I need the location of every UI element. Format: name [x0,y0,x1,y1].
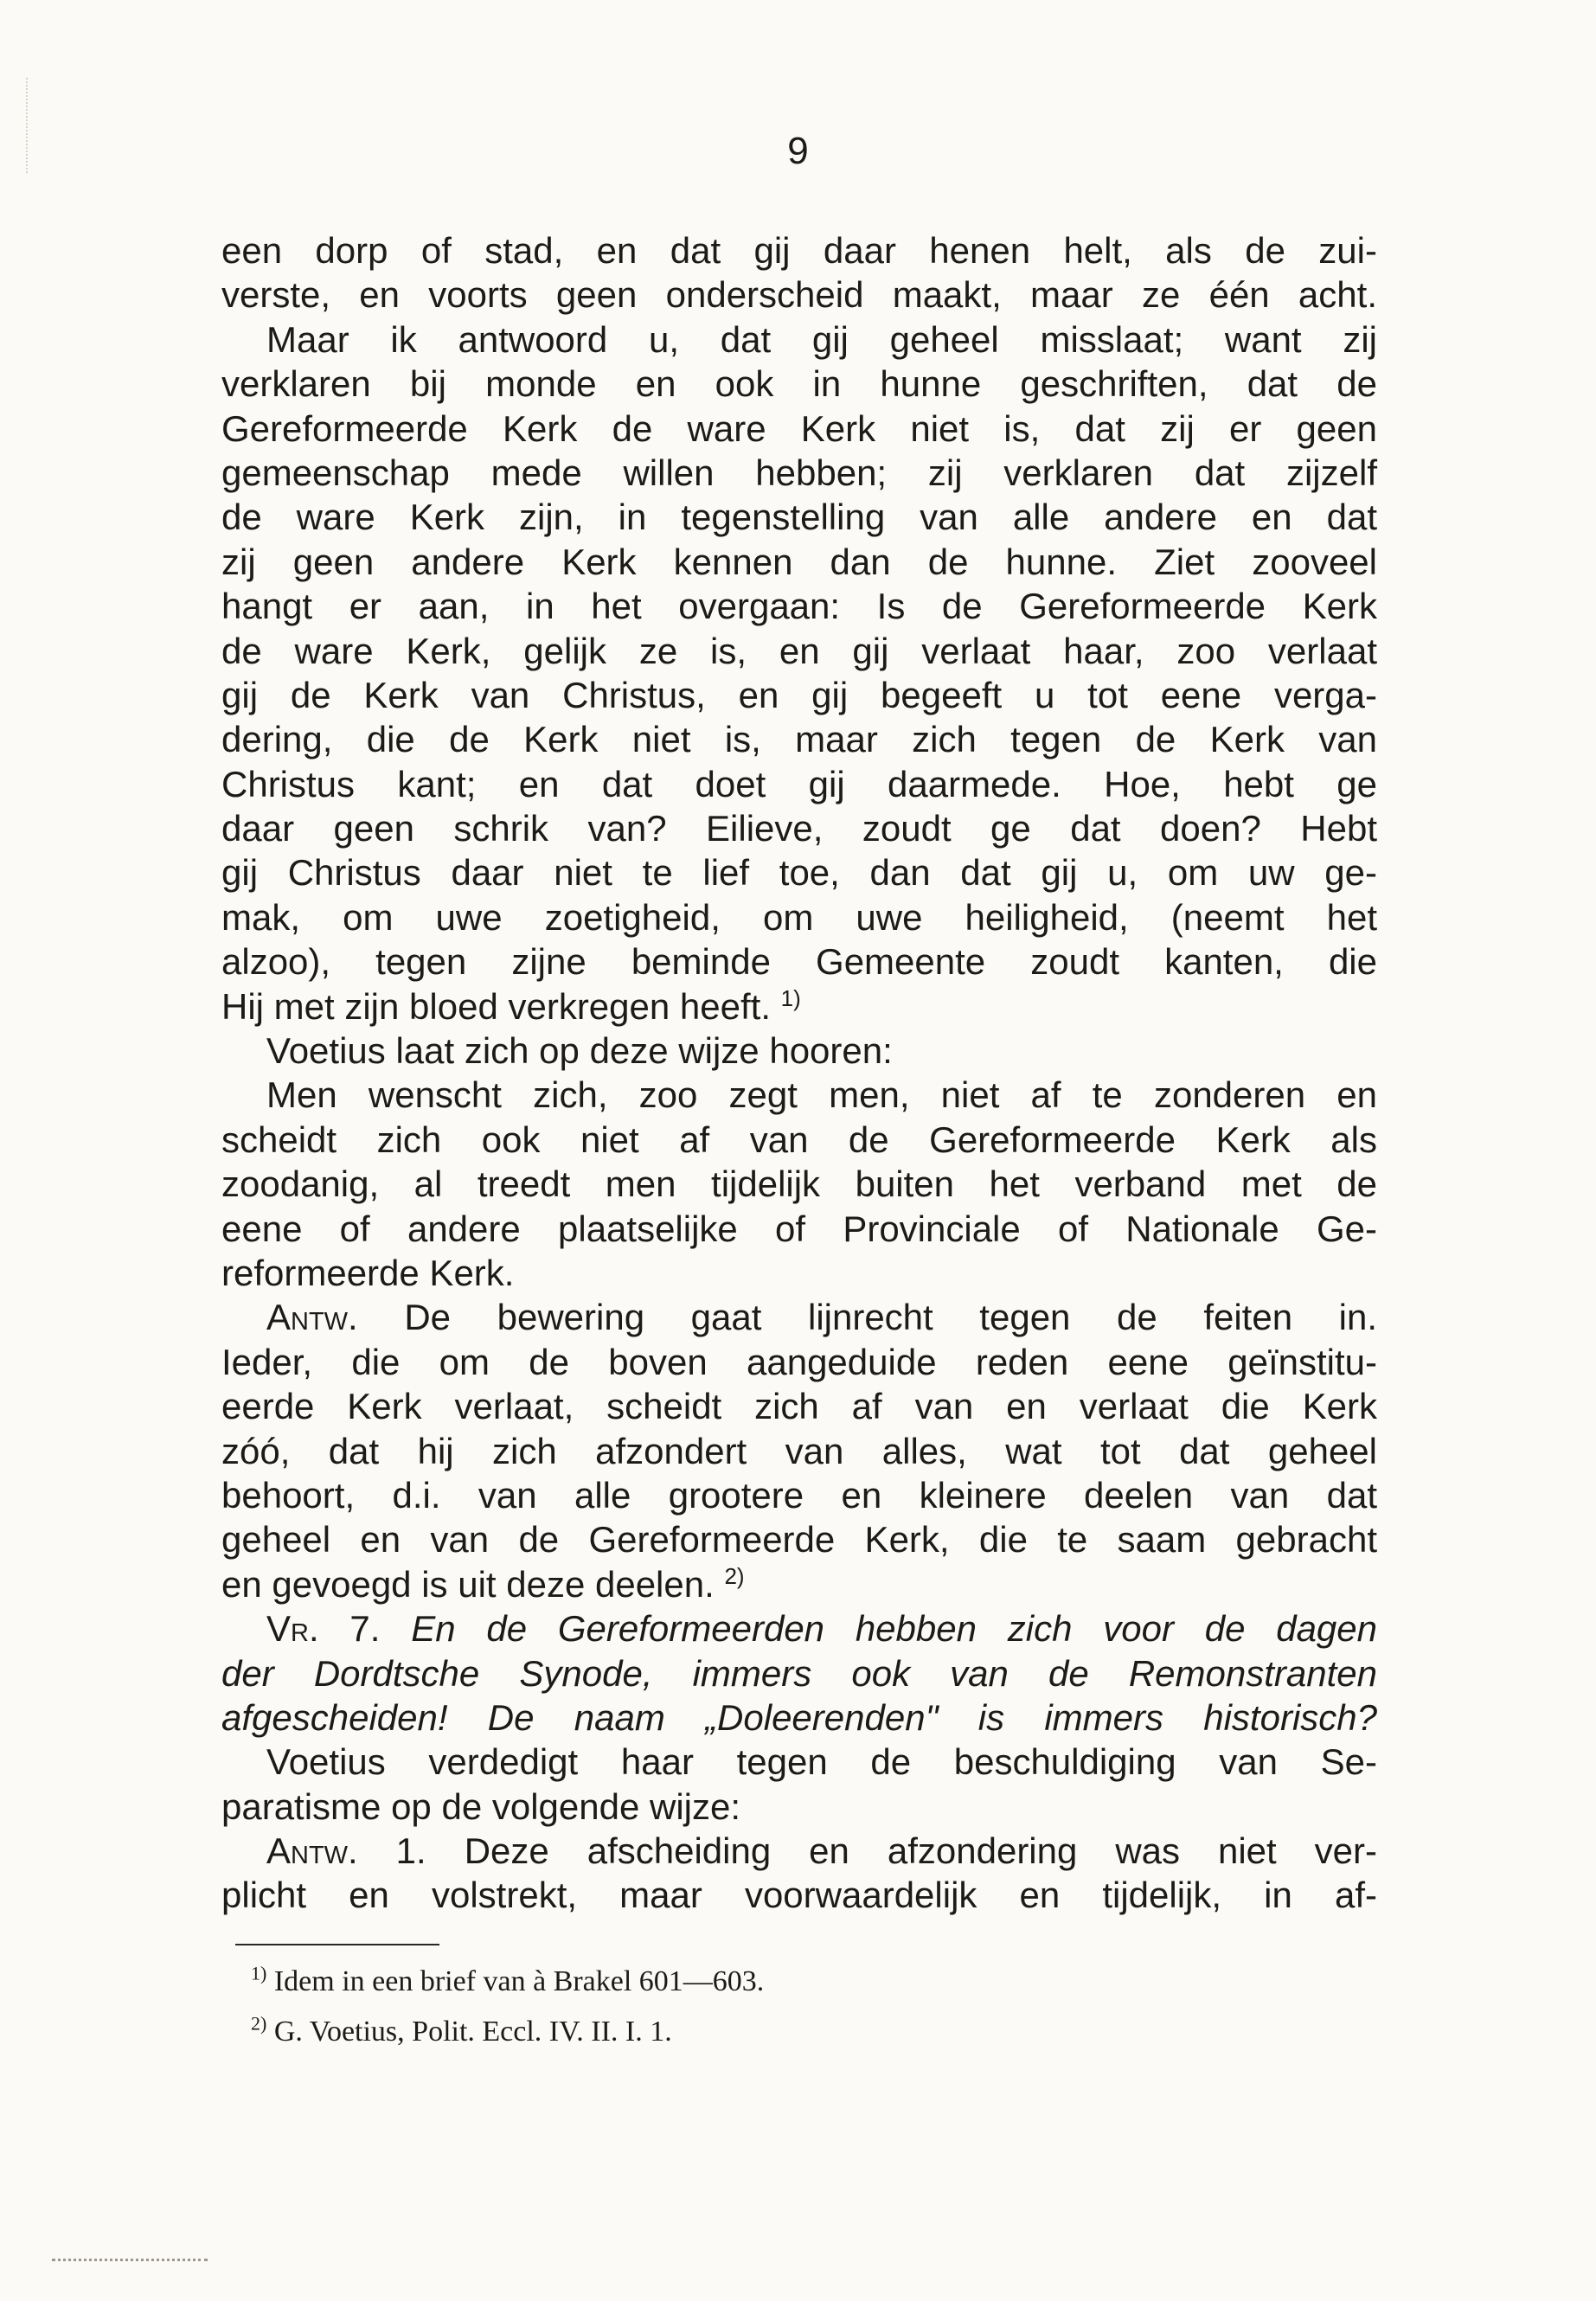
footnote-1: $^{1)}$ Idem in een brief van à Brakel 601—603. [251,1962,765,1997]
text-line: eerde Kerk verlaat, scheidt zich af van en verlaat die Kerk [221,1386,1377,1427]
text-line: hangt er aan, in het overgaan: Is de Gereformeerde Kerk [221,586,1377,627]
text-line: Hij met zijn bloed verkregen heeft. $^{1)}$ [221,984,801,1027]
text-line: Voetius verdedigt haar tegen de beschuldiging van Se- [266,1741,1377,1783]
text-line: en gevoegd is uit deze deelen. $^{2)}$ [221,1562,745,1605]
text-line: zoodanig, al treedt men tijdelijk buiten het verband met de [221,1163,1377,1205]
footnote-divider [235,1944,439,1945]
footnote-ref-2: 2) [724,1562,745,1589]
footnotes [251,1957,1202,2057]
text-line: dering, die de Kerk niet is, maar zich tegen de Kerk van [221,719,1377,760]
text-line: Vr. 7. En de Gereformeerden hebben zich voor de dagen [266,1608,1377,1650]
text-line: eene of andere plaatselijke of Provinciale of Nationale Ge- [221,1208,1377,1249]
page-number: 9 [787,130,809,172]
paper-stain [52,2247,208,2261]
footnote-ref-1: 1) [780,984,801,1011]
text-line: Voetius laat zich op deze wijze hooren: [266,1030,893,1072]
text-line: behoort, d.i. van alle grootere en kleinere deelen van dat [221,1474,1377,1516]
text-line: gij Christus daar niet te lief toe, dan dat gij u, om uw ge- [221,852,1377,894]
text-line: plicht en volstrekt, maar voorwaardelijk en tijdelijk, in af- [221,1875,1377,1916]
text-line: Antw. De bewering gaat lijnrecht tegen de feiten in. [266,1297,1378,1338]
text-line: daar geen schrik van? Eilieve, zoudt ge dat doen? Hebt [221,808,1377,849]
text-line: Antw. 1. Deze afscheiding en afzondering was niet ver- [266,1830,1377,1872]
text-line: verklaren bij monde en ook in hunne geschriften, dat de [221,363,1377,405]
text-line: Men wenscht zich, zoo zegt men, niet af te zonderen en [266,1074,1377,1116]
text-line: de ware Kerk zijn, in tegenstelling van alle andere en dat [221,497,1377,538]
answer-label: Antw. 1. [266,1830,426,1872]
text-line: Gereformeerde Kerk de ware Kerk niet is, dat zij er geen [221,407,1377,449]
text-line: reformeerde Kerk. [221,1252,515,1293]
footnote-2: $^{2)}$ G. Voetius, Polit. Eccl. IV. II. I. 1. [251,2012,672,2048]
text-line: Christus kant; en dat doet gij daarmede. Hoe, hebt ge [221,763,1377,804]
text-line: een dorp of stad, en dat gij daar henen helt, als de zui- [221,230,1377,271]
text-line: zij geen andere Kerk kennen dan de hunne. Ziet zooveel [221,541,1377,582]
text-line: mak, om uwe zoetigheid, om uwe heiligheid, (neemt het [221,896,1377,938]
body-text [221,228,1377,1918]
text-line: der Dordtsche Synode, immers ook van de Remonstranten [221,1652,1377,1694]
answer-label: Antw. [266,1297,358,1338]
text-line: gij de Kerk van Christus, en gij begeeft u tot eene verga- [221,674,1377,715]
text-line: paratisme op de volgende wijze: [221,1785,741,1827]
text-line: Maar ik antwoord u, dat gij geheel misslaat; want zij [266,318,1377,360]
question-label: Vr. 7. [266,1608,381,1650]
text-line: alzoo), tegen zijne beminde Gemeente zoudt kanten, die [221,941,1377,983]
text-line: de ware Kerk, gelijk ze is, en gij verlaat haar, zoo verlaat [221,630,1377,671]
text-line: afgescheiden! De naam „Doleerenden" is immers historisch? [221,1696,1377,1738]
text-line: geheel en van de Gereformeerde Kerk, die te saam gebracht [221,1519,1377,1561]
text-line: gemeenschap mede willen hebben; zij verklaren dat zijzelf [221,452,1377,493]
text-line: scheidt zich ook niet af van de Gereformeerde Kerk als [221,1118,1377,1160]
text-line: Ieder, die om de boven aangeduide reden eene geïnstitu- [221,1341,1377,1382]
text-line: zóó, dat hij zich afzondert van alles, wat tot dat geheel [221,1430,1377,1471]
text-line: verste, en voorts geen onderscheid maakt, maar ze één acht. [221,274,1377,316]
